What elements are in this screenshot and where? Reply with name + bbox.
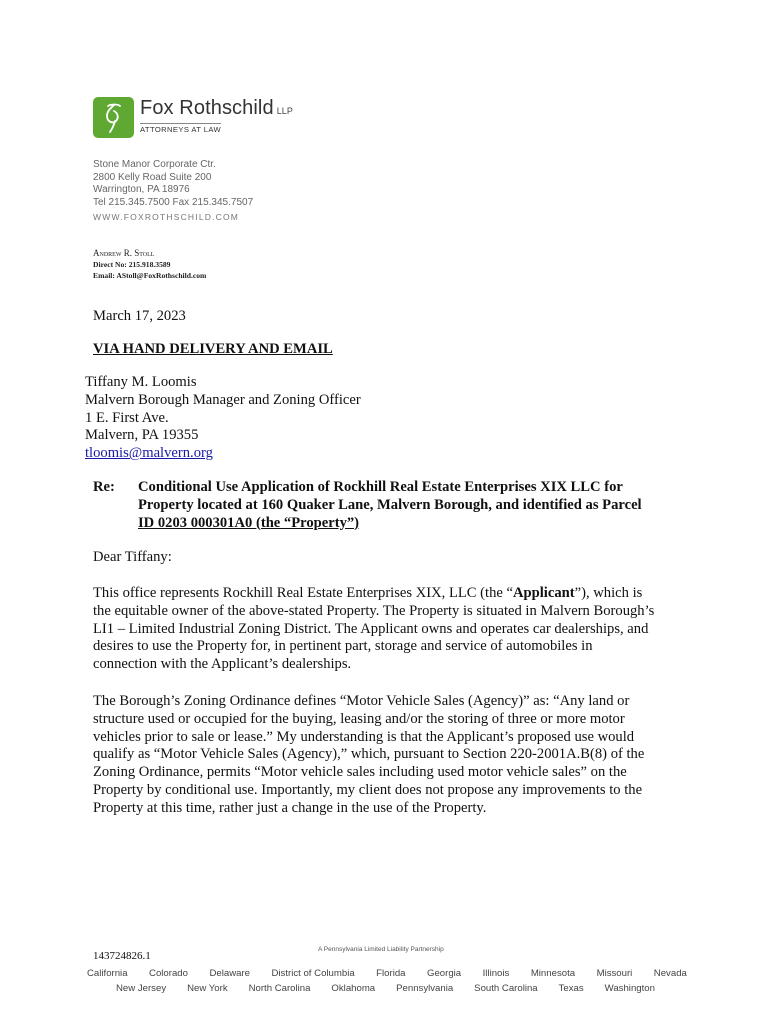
paragraph-line: LI1 – Limited Industrial Zoning District. The Applicant owns and operates car dealerships, and: [93, 620, 649, 637]
paragraph-1: [93, 585, 654, 674]
firm-address: [93, 159, 253, 209]
text-run: ”), which is: [574, 585, 643, 601]
office-location: Illinois: [482, 968, 510, 979]
office-location: Oklahoma: [331, 983, 376, 994]
office-location: Pennsylvania: [396, 983, 454, 994]
re-line: Property located at 160 Quaker Lane, Malvern Borough, and identified as Parcel: [138, 496, 642, 513]
firm-name-text: Fox Rothschild: [140, 97, 274, 119]
author-email: Email: AStoll@FoxRothschild.com: [93, 271, 207, 280]
paragraph-line: Property at this time, rather just a change in the use of the Property.: [93, 799, 487, 816]
recipient-name: Tiffany M. Loomis: [85, 374, 197, 390]
recipient-email-link[interactable]: tloomis@malvern.org: [85, 445, 213, 462]
office-location: District of Columbia: [271, 968, 355, 979]
office-location: New Jersey: [116, 983, 167, 994]
re-line: ID 0203 000301A0 (the “Property”): [138, 514, 360, 531]
paragraph-line: the equitable owner of the above-stated Property. The Property is situated in Malvern Borough’s: [93, 602, 655, 619]
office-list-row-2: [116, 983, 655, 994]
office-location: Georgia: [427, 968, 462, 979]
recipient-title: Malvern Borough Manager and Zoning Officer: [85, 391, 361, 408]
document-id: 143724826.1: [93, 950, 151, 962]
recipient-street: 1 E. First Ave.: [85, 409, 169, 426]
delivery-method: VIA HAND DELIVERY AND EMAIL: [93, 341, 333, 357]
author-block: [93, 248, 206, 281]
office-location: Florida: [376, 968, 406, 979]
firm-website: WWW.FOXROTHSCHILD.COM: [93, 212, 240, 222]
re-label: Re:: [93, 479, 115, 495]
address-line: 2800 Kelly Road Suite 200: [93, 171, 212, 183]
firm-suffix: LLP: [276, 106, 294, 116]
recipient-city: Malvern, PA 19355: [85, 427, 199, 444]
paragraph-2: [93, 693, 644, 818]
paragraph-line: connection with the Applicant’s dealerships.: [93, 656, 352, 673]
office-location: California: [87, 968, 128, 979]
fox-logo-icon: [93, 97, 134, 138]
office-location: Texas: [558, 983, 584, 994]
office-list-row-1: [87, 968, 687, 979]
office-location: New York: [187, 983, 228, 994]
author-name: Andrew R. Stoll: [93, 248, 155, 258]
firm-name: [140, 97, 293, 120]
applicant-term: Applicant: [512, 585, 575, 601]
paragraph-line: Zoning Ordinance, permits “Motor vehicle sales including used motor vehicle sales” on the: [93, 764, 627, 781]
office-location: Colorado: [149, 968, 188, 979]
paragraph-line: The Borough’s Zoning Ordinance defines “Motor Vehicle Sales (Agency)” as: “Any land or: [93, 693, 630, 709]
paragraph-line: structure used or occupied for the buying, leasing and/or the storing of three or more motor: [93, 710, 625, 727]
office-location: Missouri: [596, 968, 633, 979]
re-subject: [138, 479, 658, 532]
office-location: Minnesota: [530, 968, 576, 979]
salutation: Dear Tiffany:: [93, 549, 172, 565]
paragraph-line: qualify as “Motor Vehicle Sales (Agency),” which, pursuant to Section 220-2001A.B(8) of the: [93, 746, 645, 763]
paragraph-line: Property by conditional use. Importantly, my client does not propose any improvements to the: [93, 781, 643, 798]
letter-date: March 17, 2023: [93, 308, 186, 324]
office-location: North Carolina: [248, 983, 311, 994]
office-location: Delaware: [209, 968, 250, 979]
office-location: Nevada: [653, 968, 687, 979]
author-direct-phone: Direct No: 215.918.3589: [93, 260, 171, 269]
paragraph-line: [93, 585, 654, 603]
firm-tagline: ATTORNEYS AT LAW: [140, 125, 222, 134]
re-line: Conditional Use Application of Rockhill Real Estate Enterprises XIX LLC for: [138, 479, 623, 495]
partnership-note: A Pennsylvania Limited Liability Partnership: [318, 946, 444, 953]
office-location: South Carolina: [474, 983, 538, 994]
paragraph-line: vehicles prior to sale or lease.” My understanding is that the Applicant’s proposed use would: [93, 728, 635, 745]
recipient-block: [85, 374, 361, 463]
text-run: This office represents Rockhill Real Estate Enterprises XIX, LLC (the “: [93, 585, 513, 601]
paragraph-line: desires to use the Property for, in pertinent part, storage and service of automobiles in: [93, 638, 593, 655]
office-location: Washington: [604, 983, 655, 994]
address-line: Warrington, PA 18976: [93, 184, 190, 196]
phone-fax-line: Tel 215.345.7500 Fax 215.345.7507: [93, 196, 254, 208]
address-line: Stone Manor Corporate Ctr.: [93, 159, 216, 170]
